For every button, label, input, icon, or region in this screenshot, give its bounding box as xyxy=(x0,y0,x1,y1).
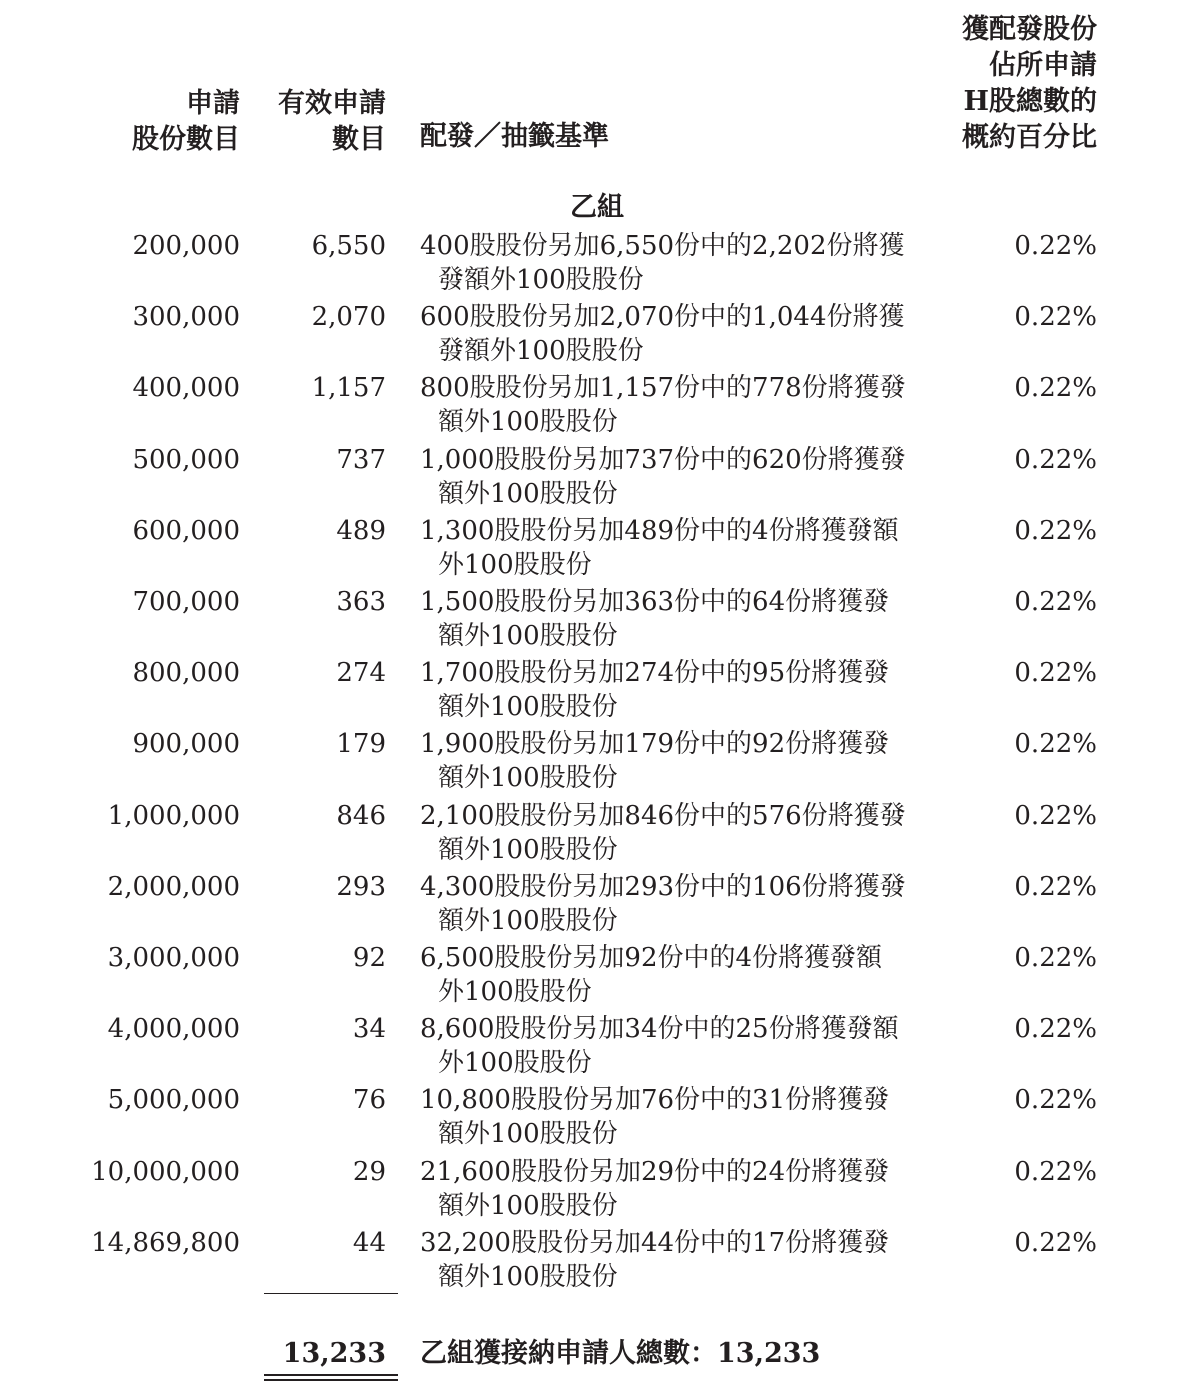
table-row xyxy=(0,371,1179,442)
basis-line-2: 外100股股份 xyxy=(438,1048,592,1078)
valid-applications: 2,070 xyxy=(311,302,386,332)
total-double-rule xyxy=(264,1374,398,1381)
total-successful-applicants: 乙組獲接納申請人總數：13,233 xyxy=(420,1338,821,1369)
applied-shares: 400,000 xyxy=(132,373,240,403)
allotted-percentage: 0.22% xyxy=(1014,1228,1097,1258)
valid-applications: 489 xyxy=(336,516,386,546)
valid-applications: 363 xyxy=(336,587,386,617)
applied-shares: 500,000 xyxy=(132,445,240,475)
valid-applications: 6,550 xyxy=(311,231,386,261)
applied-shares: 5,000,000 xyxy=(107,1085,240,1115)
applied-shares: 14,869,800 xyxy=(91,1228,240,1258)
allotted-percentage: 0.22% xyxy=(1014,373,1097,403)
table-row xyxy=(0,799,1179,870)
table-row xyxy=(0,514,1179,585)
applied-shares: 200,000 xyxy=(132,231,240,261)
table-row xyxy=(0,1083,1179,1154)
applied-shares: 10,000,000 xyxy=(91,1157,240,1187)
basis-line-1: 1,700股股份另加274份中的95份將獲發 xyxy=(420,658,890,688)
valid-applications: 293 xyxy=(336,872,386,902)
applied-shares: 800,000 xyxy=(132,658,240,688)
basis-line-2: 外100股股份 xyxy=(438,977,592,1007)
basis-line-2: 額外100股股份 xyxy=(438,1191,618,1221)
allotment-basis xyxy=(420,514,920,582)
basis-line-1: 1,500股股份另加363份中的64份將獲發 xyxy=(420,587,890,617)
table-row xyxy=(0,443,1179,514)
basis-line-2: 額外100股股份 xyxy=(438,1262,618,1292)
allotment-basis xyxy=(420,799,920,867)
basis-line-1: 4,300股股份另加293份中的106份將獲發 xyxy=(420,872,906,902)
table-row xyxy=(0,1226,1179,1297)
allotted-percentage: 0.22% xyxy=(1014,872,1097,902)
allotted-percentage: 0.22% xyxy=(1014,1014,1097,1044)
basis-line-2: 額外100股股份 xyxy=(438,692,618,722)
header-basis: 配發／抽籤基準 xyxy=(420,121,609,152)
table-row xyxy=(0,1155,1179,1226)
basis-line-2: 發額外100股股份 xyxy=(438,336,644,366)
allotment-basis xyxy=(420,656,920,724)
allotted-percentage: 0.22% xyxy=(1014,801,1097,831)
allotted-percentage: 0.22% xyxy=(1014,729,1097,759)
applied-shares: 600,000 xyxy=(132,516,240,546)
applied-shares: 900,000 xyxy=(132,729,240,759)
basis-line-2: 額外100股股份 xyxy=(438,407,618,437)
valid-applications: 846 xyxy=(336,801,386,831)
basis-line-1: 32,200股股份另加44份中的17份將獲發 xyxy=(420,1228,890,1258)
valid-applications: 92 xyxy=(352,943,386,973)
basis-line-1: 400股股份另加6,550份中的2,202份將獲 xyxy=(420,231,905,261)
allotted-percentage: 0.22% xyxy=(1014,658,1097,688)
allotment-basis xyxy=(420,1155,920,1223)
applied-shares: 3,000,000 xyxy=(107,943,240,973)
basis-line-2: 額外100股股份 xyxy=(438,763,618,793)
total-rule xyxy=(264,1293,398,1294)
basis-line-2: 額外100股股份 xyxy=(438,479,618,509)
basis-line-1: 2,100股股份另加846份中的576份將獲發 xyxy=(420,801,906,831)
allotted-percentage: 0.22% xyxy=(1014,587,1097,617)
applied-shares: 700,000 xyxy=(132,587,240,617)
allotment-basis xyxy=(420,300,920,368)
table-row xyxy=(0,727,1179,798)
allotted-percentage: 0.22% xyxy=(1014,1157,1097,1187)
applied-shares: 300,000 xyxy=(132,302,240,332)
table-row xyxy=(0,1012,1179,1083)
basis-line-1: 10,800股股份另加76份中的31份將獲發 xyxy=(420,1085,890,1115)
table-row xyxy=(0,941,1179,1012)
basis-line-2: 額外100股股份 xyxy=(438,906,618,936)
basis-line-1: 21,600股股份另加29份中的24份將獲發 xyxy=(420,1157,890,1187)
allotted-percentage: 0.22% xyxy=(1014,943,1097,973)
basis-line-1: 600股股份另加2,070份中的1,044份將獲 xyxy=(420,302,905,332)
basis-line-2: 額外100股股份 xyxy=(438,621,618,651)
applied-shares: 2,000,000 xyxy=(107,872,240,902)
valid-applications: 29 xyxy=(352,1157,386,1187)
allotment-basis xyxy=(420,1226,920,1294)
allotment-basis xyxy=(420,1083,920,1151)
table-row xyxy=(0,870,1179,941)
basis-line-2: 額外100股股份 xyxy=(438,835,618,865)
allotted-percentage: 0.22% xyxy=(1014,231,1097,261)
allotment-basis xyxy=(420,443,920,511)
basis-line-2: 額外100股股份 xyxy=(438,1119,618,1149)
allotted-percentage: 0.22% xyxy=(1014,516,1097,546)
allotted-percentage: 0.22% xyxy=(1014,302,1097,332)
header-apply-shares: 申請 股份數目 xyxy=(132,88,240,155)
valid-applications: 274 xyxy=(336,658,386,688)
table-row xyxy=(0,656,1179,727)
valid-applications: 1,157 xyxy=(311,373,386,403)
applied-shares: 1,000,000 xyxy=(107,801,240,831)
valid-applications: 737 xyxy=(336,445,386,475)
table-row xyxy=(0,229,1179,300)
table-row xyxy=(0,585,1179,656)
basis-line-2: 發額外100股股份 xyxy=(438,265,644,295)
allotment-basis xyxy=(420,870,920,938)
table-row xyxy=(0,300,1179,371)
allotment-basis xyxy=(420,1012,920,1080)
basis-line-1: 8,600股股份另加34份中的25份將獲發額 xyxy=(420,1014,899,1044)
total-valid-applications: 13,233 xyxy=(282,1338,386,1369)
basis-line-1: 1,000股股份另加737份中的620份將獲發 xyxy=(420,445,906,475)
allotment-basis xyxy=(420,941,920,1009)
valid-applications: 179 xyxy=(336,729,386,759)
allotted-percentage: 0.22% xyxy=(1014,1085,1097,1115)
valid-applications: 44 xyxy=(352,1228,386,1258)
group-title: 乙組 xyxy=(570,192,624,223)
header-valid-applications: 有效申請 數目 xyxy=(278,88,386,155)
basis-line-1: 800股股份另加1,157份中的778份將獲發 xyxy=(420,373,906,403)
allotment-basis xyxy=(420,371,920,439)
basis-line-2: 外100股股份 xyxy=(438,550,592,580)
header-percentage: 獲配發股份 佔所申請 H股總數的 概約百分比 xyxy=(962,14,1097,153)
basis-line-1: 1,900股股份另加179份中的92份將獲發 xyxy=(420,729,890,759)
allotment-basis xyxy=(420,727,920,795)
allotment-basis xyxy=(420,229,920,297)
allotment-basis xyxy=(420,585,920,653)
applied-shares: 4,000,000 xyxy=(107,1014,240,1044)
basis-line-1: 6,500股股份另加92份中的4份將獲發額 xyxy=(420,943,883,973)
allotted-percentage: 0.22% xyxy=(1014,445,1097,475)
valid-applications: 34 xyxy=(352,1014,386,1044)
basis-line-1: 1,300股股份另加489份中的4份將獲發額 xyxy=(420,516,899,546)
valid-applications: 76 xyxy=(352,1085,386,1115)
